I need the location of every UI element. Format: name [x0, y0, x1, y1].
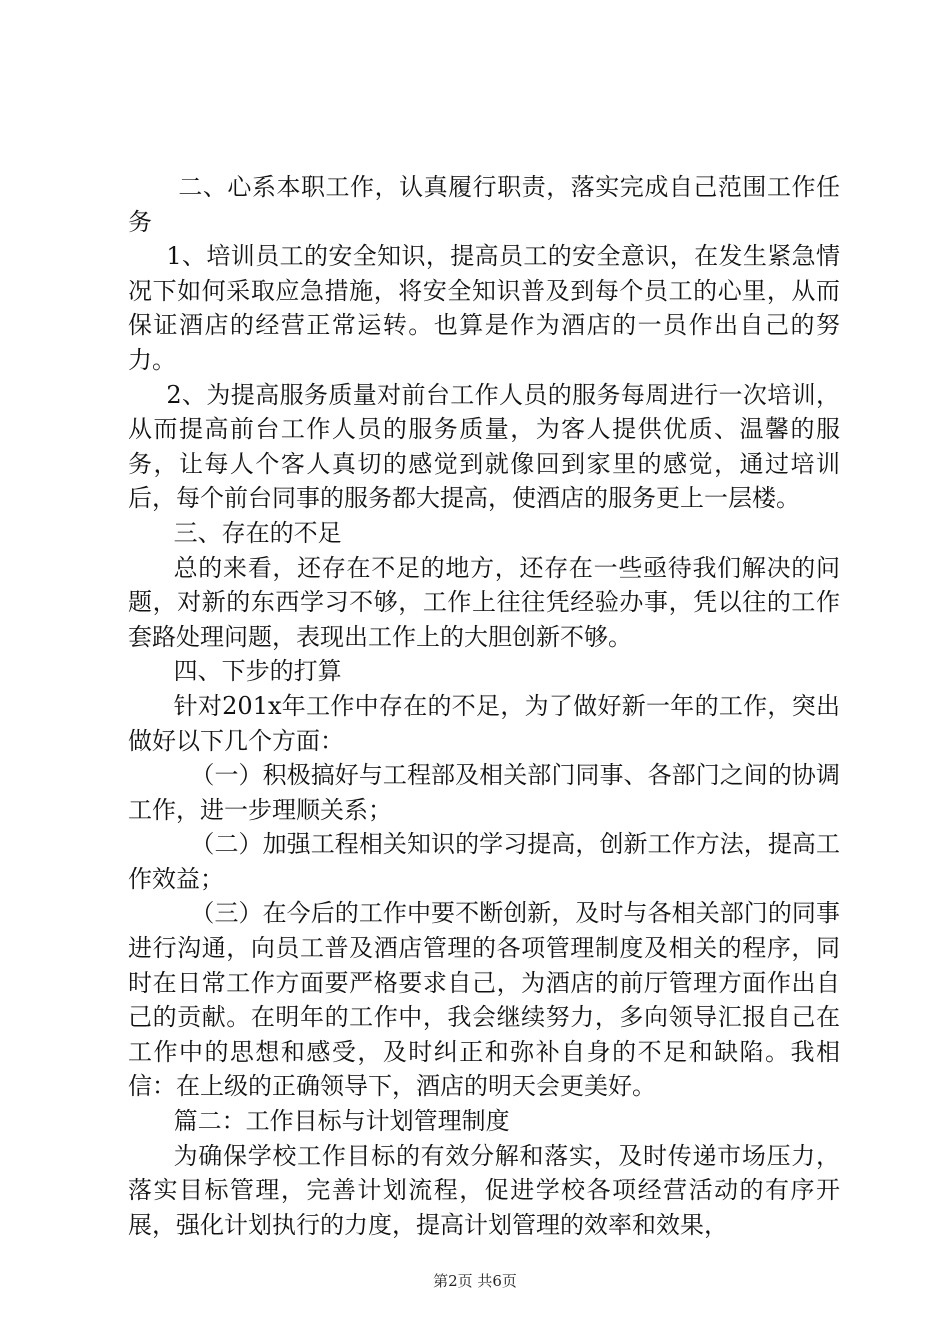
list-item: （二）加强工程相关知识的学习提高，创新工作方法，提高工作效益；: [128, 830, 840, 893]
section-heading: 二、心系本职工作，认真履行职责，落实完成自己范围工作任务: [128, 173, 840, 236]
document-body: [128, 170, 840, 1242]
paragraph: 总的来看，还存在不足的地方，还存在一些亟待我们解决的问题，对新的东西学习不够，工作上往往凭经验办事，凭以往的工作套路处理问题，表现出工作上的大胆创新不够。: [128, 553, 840, 651]
paragraph: 2、为提高服务质量对前台工作人员的服务每周进行一次培训，从而提高前台工作人员的服务质量，为客人提供优质、温馨的服务，让每人个客人真切的感觉到就像回到家里的感觉，通过培训后，每个前台同事的服务都大提高，使酒店的服务更上一层楼。: [128, 380, 840, 513]
list-item: （三）在今后的工作中要不断创新，及时与各相关部门的同事进行沟通，向员工普及酒店管理的各项管理制度及相关的程序，同时在日常工作方面要严格要求自己，为酒店的前厅管理方面作出自己的贡献。在明年的工作中，我会继续努力，多向领导汇报自己在工作中的思想和感受，及时纠正和弥补自身的不足和缺陷。我相信：在上级的正确领导下，酒店的明天会更美好。: [128, 899, 840, 1101]
section-heading: 篇二：工作目标与计划管理制度: [173, 1107, 510, 1136]
page-number-footer: 第2页 共6页: [433, 1272, 517, 1290]
paragraph: 针对201x年工作中存在的不足，为了做好新一年的工作，突出做好以下几个方面：: [128, 691, 840, 755]
list-item: （一）积极搞好与工程部及相关部门同事、各部门之间的协调工作，进一步理顺关系；: [128, 761, 840, 824]
section-heading: 三、存在的不足: [173, 518, 342, 547]
paragraph: 为确保学校工作目标的有效分解和落实，及时传递市场压力，落实目标管理，完善计划流程，促进学校各项经营活动的有序开展，强化计划执行的力度，提高计划管理的效率和效果，: [128, 1141, 840, 1239]
paragraph: 1、培训员工的安全知识，提高员工的安全意识，在发生紧急情况下如何采取应急措施，将安全知识普及到每个员工的心里，从而保证酒店的经营正常运转。也算是作为酒店的一员作出自己的努力。: [128, 242, 840, 374]
section-heading: 四、下步的打算: [173, 657, 342, 686]
